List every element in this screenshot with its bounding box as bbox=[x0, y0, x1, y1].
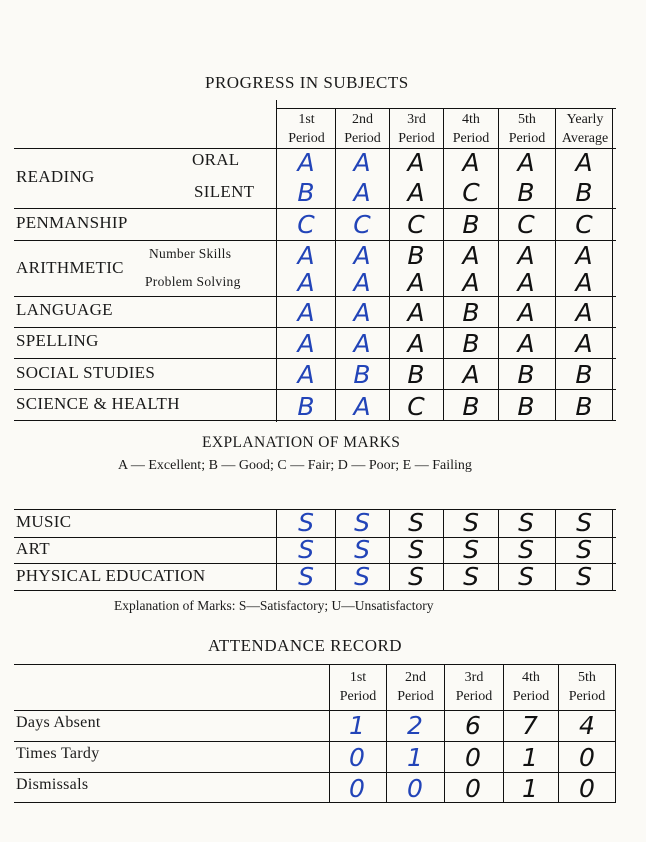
grade-cell: B bbox=[407, 241, 425, 270]
grade-cell: A bbox=[353, 392, 371, 421]
grade-cell: S bbox=[576, 535, 592, 564]
grade-cell: S bbox=[354, 562, 370, 591]
progress-title: PROGRESS IN SUBJECTS bbox=[205, 73, 409, 92]
header-line2: Period bbox=[512, 689, 550, 704]
header-line2: Period bbox=[568, 689, 606, 704]
header-line1: 5th bbox=[518, 112, 536, 127]
grade-cell: S bbox=[354, 535, 370, 564]
grade-cell: B bbox=[462, 298, 480, 327]
attendance-days-absent-label: Days Absent bbox=[16, 714, 101, 731]
header-line1: 3rd bbox=[464, 670, 484, 685]
attendance-cell: 1 bbox=[522, 743, 538, 772]
grade-cell: A bbox=[297, 241, 315, 270]
attendance-cell: 4 bbox=[579, 711, 595, 740]
grade-cell: A bbox=[575, 268, 593, 297]
grade-cell: S bbox=[576, 508, 592, 537]
grade-cell: A bbox=[517, 268, 535, 297]
subject-social-studies: SOCIAL STUDIES bbox=[16, 363, 156, 382]
yearly-average-header bbox=[556, 110, 614, 148]
grade-cell: C bbox=[462, 178, 480, 207]
grade-cell: A bbox=[297, 268, 315, 297]
attendance-cell: 0 bbox=[465, 774, 481, 803]
rule bbox=[14, 358, 616, 359]
attendance-cell: 1 bbox=[349, 711, 365, 740]
header-line1: Yearly bbox=[566, 112, 604, 127]
grade-cell: S bbox=[518, 508, 534, 537]
grade-cell: S bbox=[463, 562, 479, 591]
period-header bbox=[336, 110, 389, 148]
grade-cell: S bbox=[408, 508, 424, 537]
grade-cell: A bbox=[407, 298, 425, 327]
attendance-cell: 2 bbox=[407, 711, 423, 740]
rule bbox=[14, 741, 616, 742]
grade-cell: A bbox=[297, 360, 315, 389]
grade-cell: S bbox=[463, 535, 479, 564]
header-line1: 2nd bbox=[352, 112, 373, 127]
grade-cell: B bbox=[462, 329, 480, 358]
grade-cell: B bbox=[297, 178, 315, 207]
subject-music: MUSIC bbox=[16, 512, 72, 531]
attendance-cell: 0 bbox=[349, 743, 365, 772]
attendance-title: ATTENDANCE RECORD bbox=[208, 636, 403, 655]
subject-oral: ORAL bbox=[192, 150, 240, 169]
period-header bbox=[499, 110, 555, 148]
subject-language: LANGUAGE bbox=[16, 300, 113, 319]
rule bbox=[14, 208, 616, 209]
attendance-cell: 0 bbox=[407, 774, 423, 803]
grade-cell: B bbox=[517, 392, 535, 421]
period-header bbox=[445, 668, 503, 706]
grade-cell: A bbox=[575, 148, 593, 177]
subject-number-skills: Number Skills bbox=[149, 246, 232, 261]
grade-cell: A bbox=[575, 298, 593, 327]
rule bbox=[612, 509, 613, 590]
grade-cell: A bbox=[517, 148, 535, 177]
grade-cell: A bbox=[575, 329, 593, 358]
grade-cell: B bbox=[297, 392, 315, 421]
grade-cell: A bbox=[517, 298, 535, 327]
specials-explanation: Explanation of Marks: S—Satisfactory; U—Unsatisfactory bbox=[114, 598, 434, 613]
grade-cell: S bbox=[463, 508, 479, 537]
period-header bbox=[444, 110, 498, 148]
header-line2: Period bbox=[288, 131, 325, 146]
header-line2: Period bbox=[344, 131, 381, 146]
grade-cell: A bbox=[462, 360, 480, 389]
grade-cell: C bbox=[575, 210, 593, 239]
header-line2: Period bbox=[397, 689, 434, 704]
header-line2: Average bbox=[561, 131, 609, 146]
grade-cell: B bbox=[575, 360, 593, 389]
rule bbox=[555, 108, 556, 420]
header-line1: 3rd bbox=[407, 112, 426, 127]
grade-cell: S bbox=[298, 508, 314, 537]
grade-cell: A bbox=[297, 298, 315, 327]
grade-cell: A bbox=[407, 178, 425, 207]
grade-cell: S bbox=[354, 508, 370, 537]
grade-cell: C bbox=[297, 210, 315, 239]
header-line2: Period bbox=[339, 689, 377, 704]
grade-cell: A bbox=[353, 241, 371, 270]
rule bbox=[14, 664, 616, 665]
header-line2: Period bbox=[452, 131, 490, 146]
rule bbox=[14, 327, 616, 328]
grade-cell: C bbox=[517, 210, 535, 239]
grade-cell: A bbox=[462, 268, 480, 297]
grade-cell: S bbox=[518, 562, 534, 591]
rule bbox=[615, 664, 616, 802]
grade-cell: B bbox=[353, 360, 371, 389]
rule bbox=[555, 509, 556, 590]
attendance-cell: 0 bbox=[579, 774, 595, 803]
rule bbox=[14, 772, 616, 773]
grade-cell: A bbox=[353, 268, 371, 297]
period-header bbox=[504, 668, 558, 706]
grade-cell: A bbox=[462, 241, 480, 270]
rule bbox=[276, 100, 277, 422]
subject-physical-education: PHYSICAL EDUCATION bbox=[16, 566, 206, 585]
explanation-title: EXPLANATION OF MARKS bbox=[202, 434, 401, 451]
grade-cell: A bbox=[353, 329, 371, 358]
attendance-times-tardy-label: Times Tardy bbox=[16, 745, 100, 762]
grade-cell: A bbox=[517, 329, 535, 358]
grade-cell: C bbox=[353, 210, 371, 239]
grade-cell: A bbox=[297, 329, 315, 358]
grade-cell: C bbox=[407, 210, 425, 239]
period-header bbox=[559, 668, 615, 706]
header-line1: 1st bbox=[349, 670, 367, 685]
explanation-text: A — Excellent; B — Good; C — Fair; D — Poor; E — Failing bbox=[118, 458, 472, 473]
rule bbox=[14, 389, 616, 390]
rule bbox=[276, 108, 616, 109]
grade-cell: B bbox=[407, 360, 425, 389]
header-line1: 1st bbox=[298, 112, 315, 127]
attendance-cell: 1 bbox=[407, 743, 423, 772]
grade-cell: B bbox=[575, 178, 593, 207]
period-header bbox=[330, 668, 386, 706]
attendance-cell: 6 bbox=[465, 711, 481, 740]
grade-cell: S bbox=[298, 562, 314, 591]
attendance-dismissals-label: Dismissals bbox=[16, 776, 89, 793]
subject-art: ART bbox=[16, 539, 50, 558]
period-header bbox=[390, 110, 443, 148]
attendance-cell: 0 bbox=[465, 743, 481, 772]
grade-cell: A bbox=[297, 148, 315, 177]
attendance-cell: 0 bbox=[349, 774, 365, 803]
grade-cell: B bbox=[462, 392, 480, 421]
grade-cell: A bbox=[353, 148, 371, 177]
grade-cell: A bbox=[353, 178, 371, 207]
header-line2: Period bbox=[508, 131, 546, 146]
header-line1: 2nd bbox=[405, 670, 426, 685]
attendance-cell: 0 bbox=[579, 743, 595, 772]
grade-cell: S bbox=[408, 535, 424, 564]
grade-cell: S bbox=[408, 562, 424, 591]
grade-cell: A bbox=[407, 268, 425, 297]
grade-cell: S bbox=[298, 535, 314, 564]
grade-cell: A bbox=[517, 241, 535, 270]
grade-cell: B bbox=[462, 210, 480, 239]
grade-cell: C bbox=[407, 392, 425, 421]
period-header bbox=[278, 110, 335, 148]
header-line2: Period bbox=[455, 689, 493, 704]
subject-problem-solving: Problem Solving bbox=[145, 274, 241, 289]
subject-reading: READING bbox=[16, 167, 95, 186]
header-line1: 4th bbox=[462, 112, 480, 127]
subject-silent: SILENT bbox=[194, 182, 255, 201]
subject-science-health: SCIENCE & HEALTH bbox=[16, 394, 180, 413]
period-header bbox=[387, 668, 444, 706]
grade-cell: A bbox=[353, 298, 371, 327]
attendance-cell: 1 bbox=[522, 774, 538, 803]
grade-cell: A bbox=[407, 148, 425, 177]
subject-penmanship: PENMANSHIP bbox=[16, 213, 128, 232]
attendance-cell: 7 bbox=[522, 711, 538, 740]
rule bbox=[612, 108, 613, 420]
grade-cell: S bbox=[518, 535, 534, 564]
grade-cell: A bbox=[407, 329, 425, 358]
grade-cell: A bbox=[575, 241, 593, 270]
subject-arithmetic: ARITHMETIC bbox=[16, 258, 124, 277]
grade-cell: S bbox=[576, 562, 592, 591]
grade-cell: B bbox=[517, 360, 535, 389]
header-line2: Period bbox=[398, 131, 435, 146]
grade-cell: A bbox=[462, 148, 480, 177]
rule bbox=[276, 509, 277, 590]
header-line1: 4th bbox=[522, 670, 540, 685]
grade-cell: B bbox=[575, 392, 593, 421]
subject-spelling: SPELLING bbox=[16, 331, 99, 350]
header-line1: 5th bbox=[578, 670, 596, 685]
grade-cell: B bbox=[517, 178, 535, 207]
